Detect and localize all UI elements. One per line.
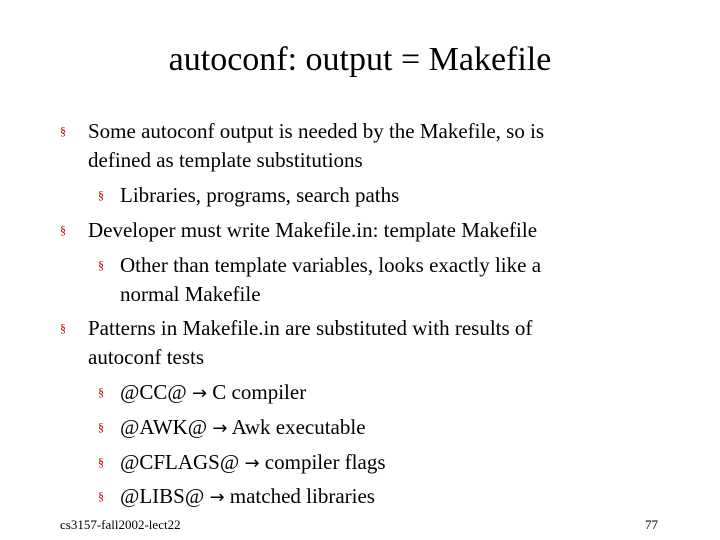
bullet-icon: § bbox=[98, 489, 104, 503]
meaning-text: compiler flags bbox=[264, 450, 386, 474]
bullet-icon: § bbox=[98, 385, 104, 399]
bullet-icon: § bbox=[98, 258, 104, 272]
sub-bullet-3-4 bbox=[120, 480, 375, 514]
slide-title: autoconf: output = Makefile bbox=[168, 41, 552, 78]
sub-bullet-3-1 bbox=[120, 376, 306, 410]
page-number: 77 bbox=[645, 517, 658, 532]
pattern-text: @AWK@ bbox=[120, 415, 208, 439]
arrow-right-icon: → bbox=[212, 418, 228, 439]
sub-bullet-1-1: Libraries, programs, search paths bbox=[120, 183, 400, 207]
bullet-icon: § bbox=[98, 420, 104, 434]
bullet-icon: § bbox=[60, 321, 66, 335]
pattern-text: @CFLAGS@ bbox=[120, 450, 240, 474]
bullet-icon: § bbox=[98, 455, 104, 469]
meaning-text: C compiler bbox=[212, 380, 307, 404]
meaning-text: Awk executable bbox=[231, 415, 366, 439]
sub-bullet-2-1-line-1: Other than template variables, looks exactly like a bbox=[120, 253, 542, 277]
bullet-icon: § bbox=[98, 188, 104, 202]
bullet-3-line-1: Patterns in Makefile.in are substituted with results of bbox=[88, 316, 533, 340]
footer-course: cs3157-fall2002-lect22 bbox=[60, 517, 181, 532]
pattern-text: @CC@ bbox=[120, 380, 187, 404]
bullet-3-line-2: autoconf tests bbox=[88, 345, 205, 369]
sub-bullet-3-2 bbox=[120, 411, 366, 445]
bullet-icon: § bbox=[60, 223, 66, 237]
meaning-text: matched libraries bbox=[229, 484, 375, 508]
pattern-text: @LIBS@ bbox=[120, 484, 205, 508]
arrow-right-icon: → bbox=[244, 453, 260, 474]
bullet-icon: § bbox=[60, 124, 66, 138]
sub-bullet-2-1-line-2: normal Makefile bbox=[120, 282, 261, 306]
arrow-right-icon: → bbox=[191, 383, 208, 404]
sub-bullet-3-3 bbox=[120, 446, 386, 480]
arrow-right-icon: → bbox=[209, 487, 225, 508]
bullet-2-line-1: Developer must write Makefile.in: template Makefile bbox=[88, 218, 538, 242]
bullet-1-line-1: Some autoconf output is needed by the Makefile, so is bbox=[88, 119, 545, 143]
bullet-1-line-2: defined as template substitutions bbox=[88, 148, 363, 172]
